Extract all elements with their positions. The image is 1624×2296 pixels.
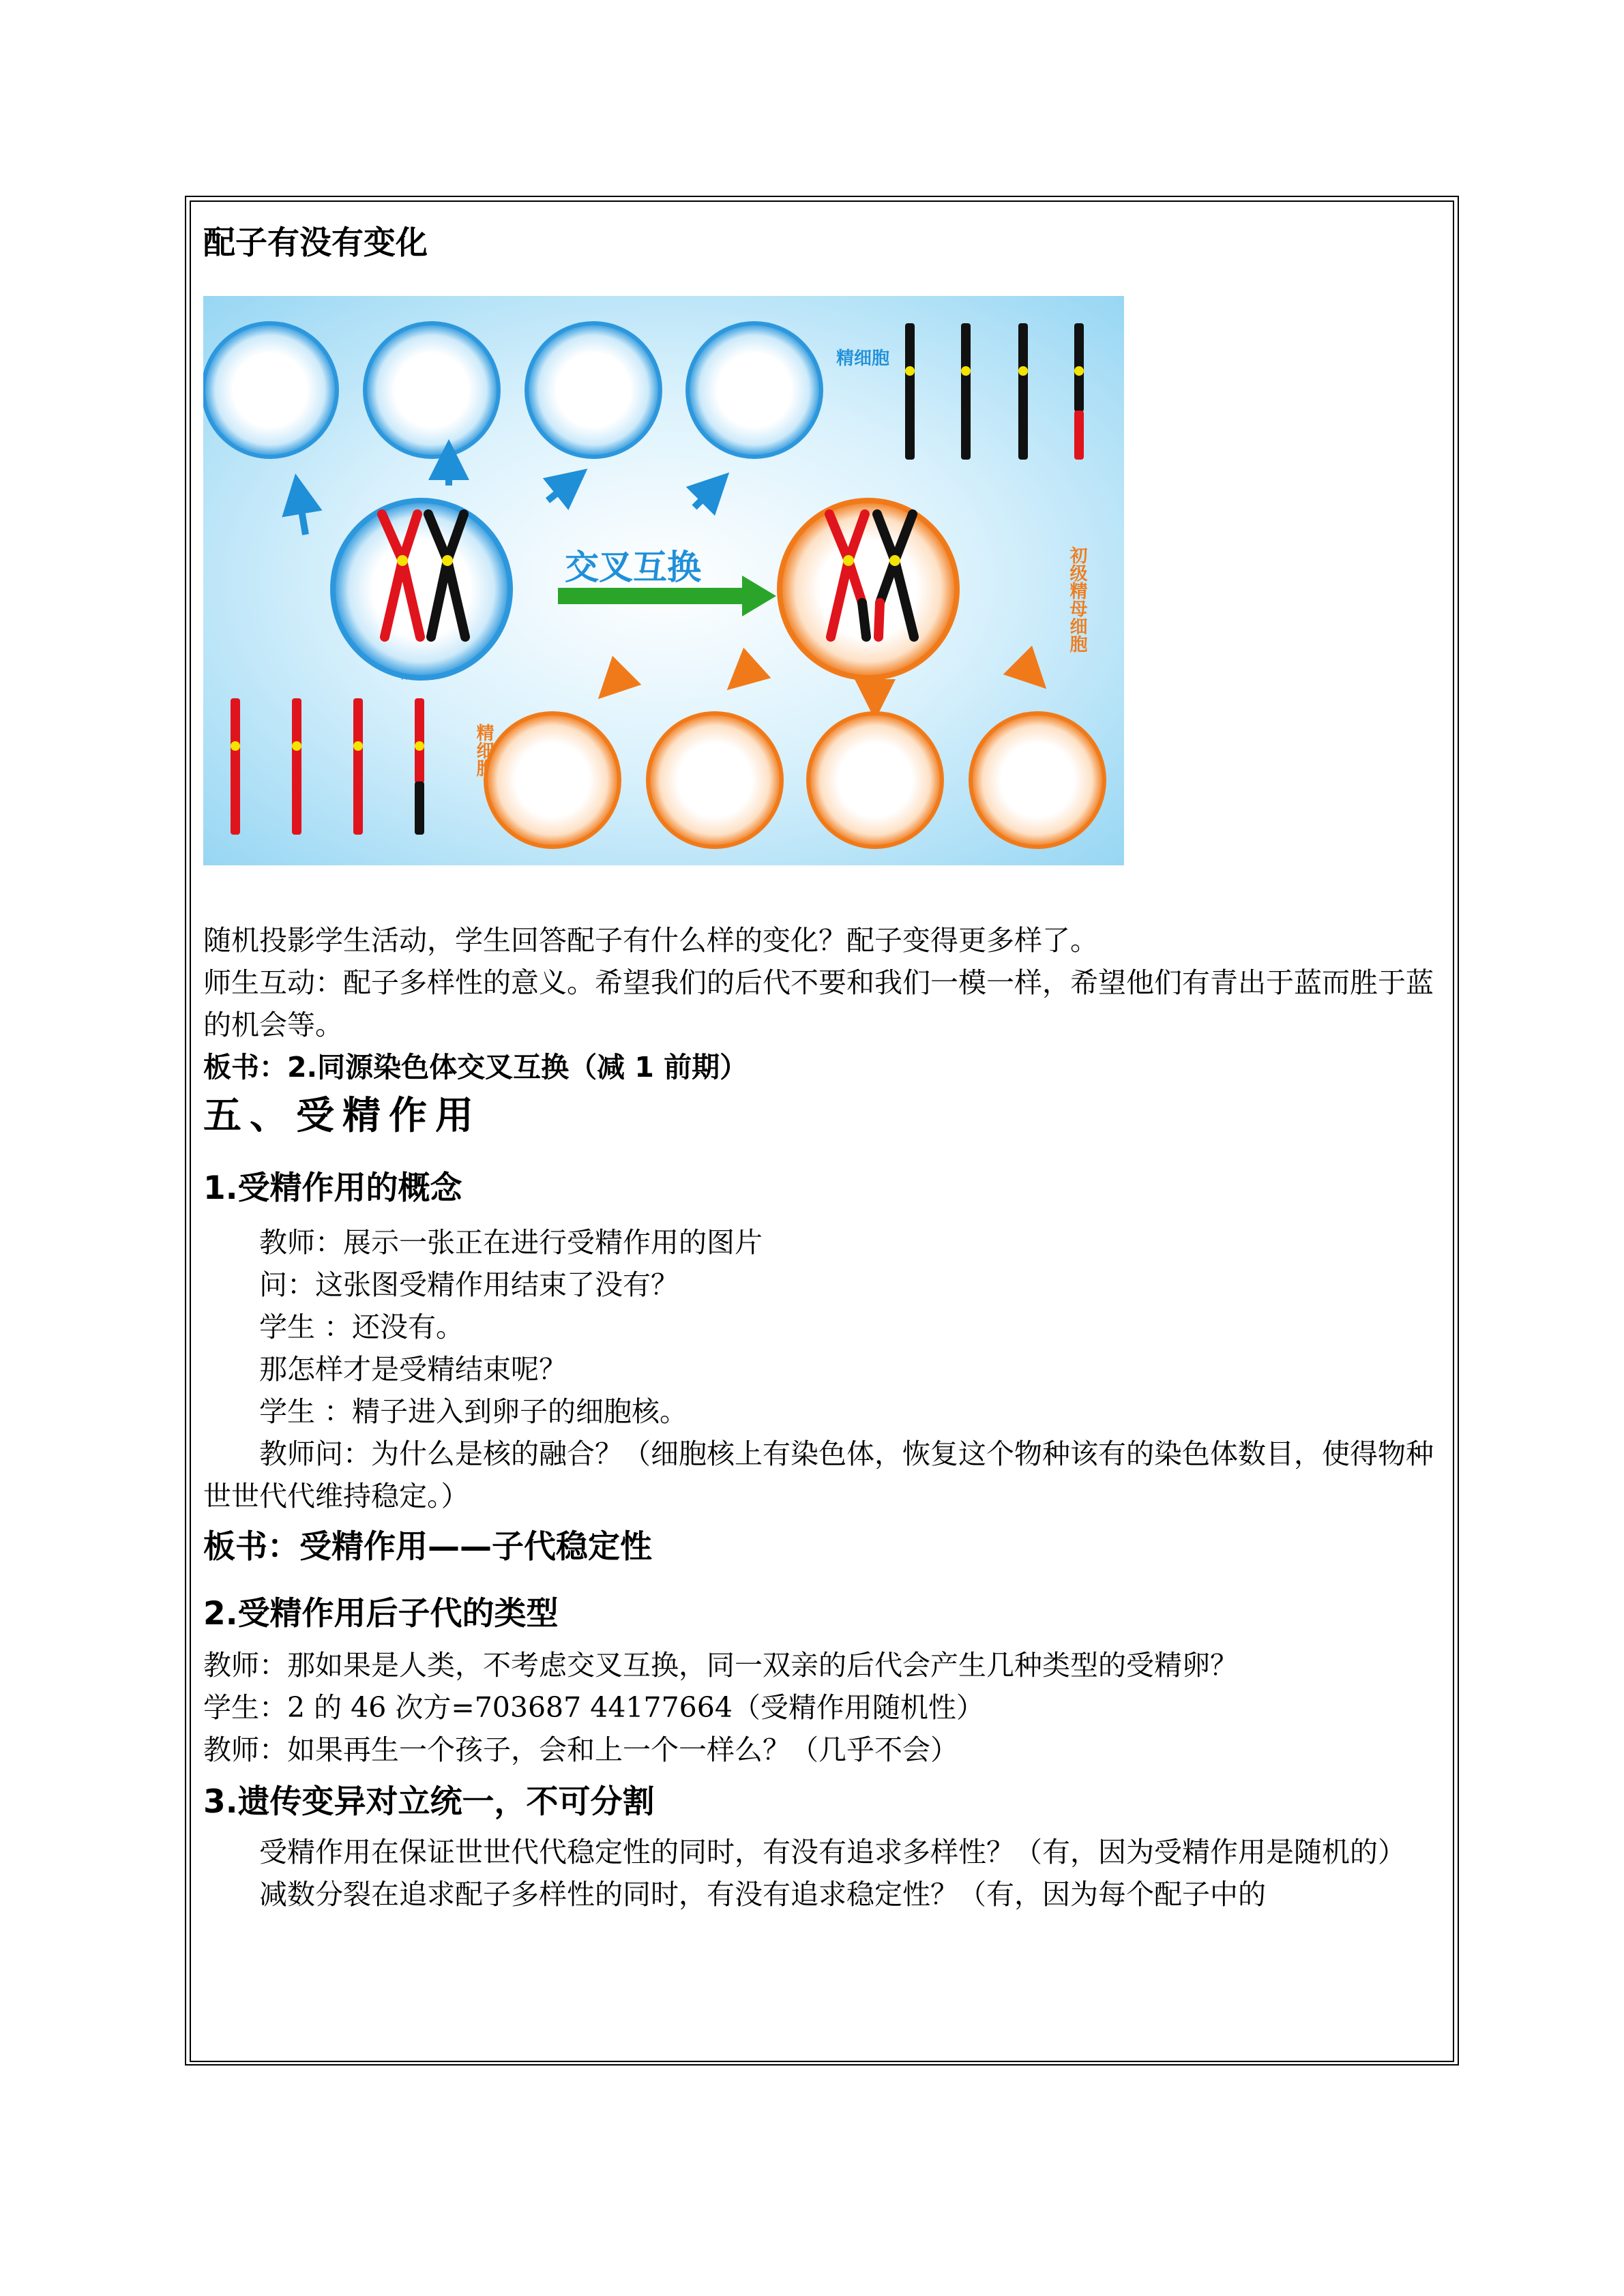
concept-line-6: 教师问：为什么是核的融合？（细胞核上有染色体，恢复这个物种该有的染色体数目，使得物种世世代代维持稳定。） [203, 1437, 1434, 1512]
chapter-title: 五、受精作用 [203, 1094, 482, 1138]
subheading-offspring-types: 2.受精作用后子代的类型 [203, 1595, 559, 1632]
paragraph-activity: 随机投影学生活动，学生回答配子有什么样的变化？配子变得更多样了。 [203, 924, 1098, 957]
concept-line-4: 那怎样才是受精结束呢？ [259, 1353, 567, 1386]
sperm-cell-blue-1 [203, 323, 337, 457]
sperm-cell-blue-4 [688, 323, 821, 457]
sperm-cell-orange-2 [648, 713, 782, 847]
label-primary-right: 初级精母细胞 [981, 546, 1087, 567]
unity-line-1: 受精作用在保证世世代代稳定性的同时，有没有追求多样性？（有，因为受精作用是随机的） [259, 1836, 1406, 1868]
label-sperm-top: 精细胞 [836, 348, 890, 369]
concept-line-5: 学生 ：精子进入到卵子的细胞核。 [259, 1395, 688, 1428]
offspring-line-1: 教师：那如果是人类，不考虑交叉互换，同一双亲的后代会产生几种类型的受精卵？ [203, 1649, 1238, 1682]
primary-spermatocyte-orange [780, 501, 957, 678]
sperm-cell-orange-1 [486, 713, 619, 847]
primary-spermatocyte-blue [333, 501, 510, 678]
sperm-cell-orange-3 [808, 713, 942, 847]
subheading-concept: 1.受精作用的概念 [203, 1169, 462, 1207]
lesson-content [203, 205, 1445, 1915]
label-crossover: 交叉互换 [565, 548, 701, 587]
offspring-line-2: 学生：2 的 46 次方=703687 44177664（受精作用随机性） [203, 1691, 984, 1724]
concept-line-3: 学生 ：还没有。 [259, 1311, 464, 1343]
concept-line-2: 问：这张图受精作用结束了没有？ [259, 1268, 679, 1301]
unity-line-2: 减数分裂在追求配子多样性的同时，有没有追求稳定性？（有，因为每个配子中的 [259, 1878, 1266, 1911]
sperm-cell-orange-4 [971, 713, 1104, 847]
paragraph-interaction: 师生互动：配子多样性的意义。希望我们的后代不要和我们一模一样，希望他们有青出于蓝而胜于蓝的机会等。 [203, 966, 1434, 1041]
board-note-2: 板书：受精作用——子代稳定性 [203, 1528, 652, 1566]
concept-line-1: 教师：展示一张正在进行受精作用的图片 [259, 1226, 763, 1259]
label-sperm-bottom: 精细胞 [441, 724, 494, 744]
board-note-1: 板书：2.同源染色体交叉互换（减 1 前期） [203, 1051, 748, 1084]
sperm-cell-blue-2 [365, 323, 499, 457]
heading-gamete-change: 配子有没有变化 [203, 224, 428, 262]
crossover-diagram [203, 296, 1124, 865]
offspring-line-3: 教师：如果再生一个孩子，会和上一个一样么？（几乎不会） [203, 1733, 958, 1766]
subheading-unity: 3.遗传变异对立统一，不可分割 [203, 1783, 655, 1821]
sperm-cell-blue-3 [527, 323, 660, 457]
